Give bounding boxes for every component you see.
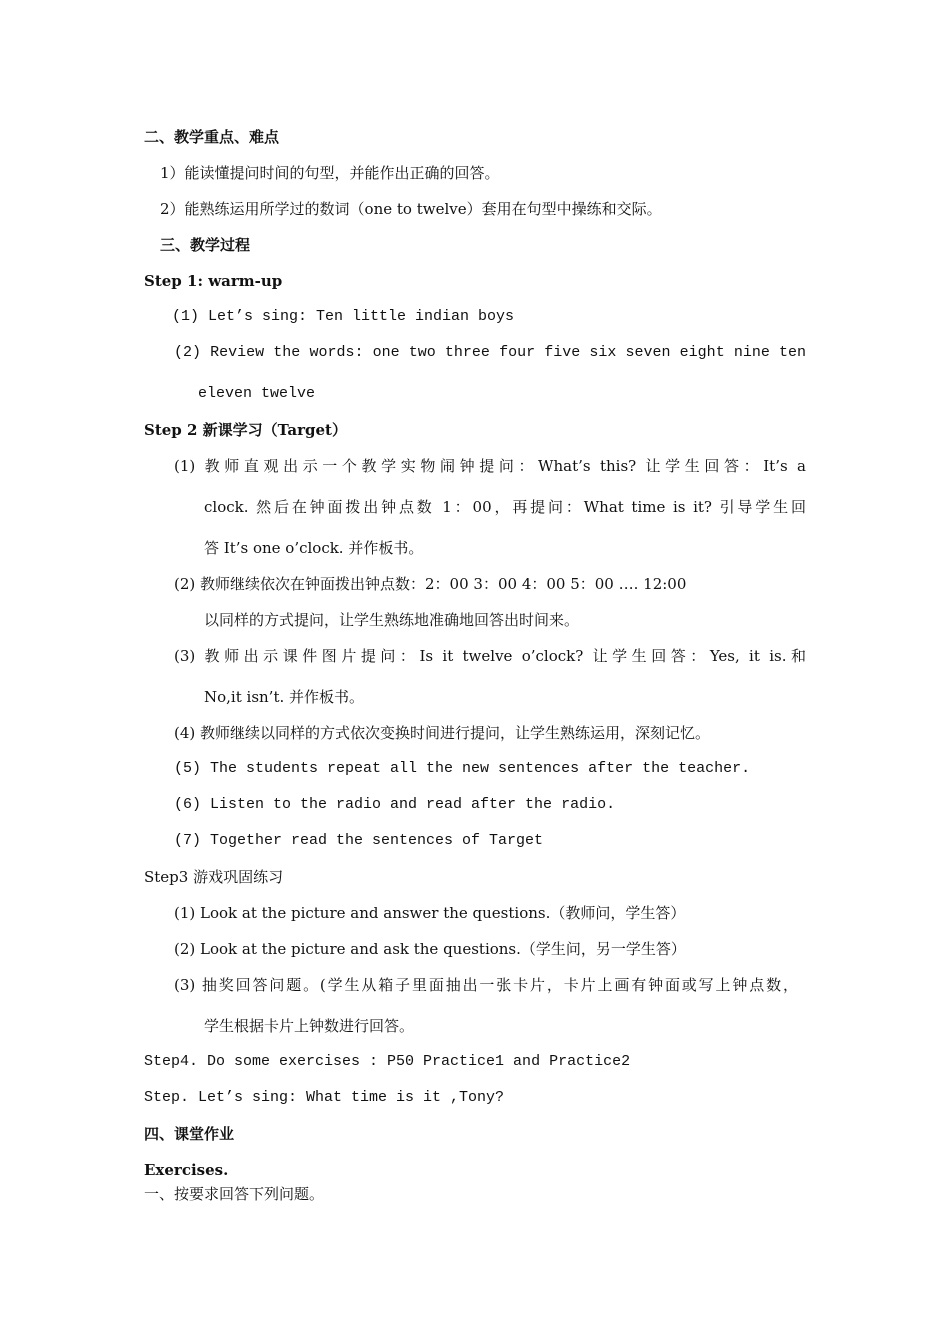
step3-item-3: (3) 抽奖回答问题。(学生从箱子里面抽出一张卡片，卡片上画有钟面或写上钟点数，: [174, 976, 798, 994]
step1-item-2-cont: eleven twelve: [198, 385, 316, 402]
exercise-instruction: 一、按要求回答下列问题。: [144, 1185, 325, 1203]
step3-item-3-cont: 学生根据卡片上钟数进行回答。: [204, 1017, 415, 1035]
step2-item-4: (4) 教师继续以同样的方式依次变换时间进行提问，让学生熟练运用，深刻记忆。: [174, 724, 711, 742]
step2-item-1-cont: clock. 然后在钟面拨出钟点数 1：00，再提问：What time is it? 引导学生回: [204, 498, 806, 516]
step1-title: Step 1: warm-up: [144, 272, 283, 290]
step1-item-2: (2) Review the words: one two three four five six seven eight nine ten: [174, 344, 806, 361]
step1-item-1: (1) Let’s sing: Ten little indian boys: [172, 308, 515, 325]
step4-line: Step4. Do some exercises : P50 Practice1 and Practice2: [144, 1053, 631, 1070]
step2-item-6: (6) Listen to the radio and read after the radio.: [174, 796, 616, 813]
step3-title: Step3 游戏巩固练习: [144, 868, 284, 886]
section-heading-homework: 四、课堂作业: [144, 1125, 235, 1143]
step3-item-2: (2) Look at the picture and ask the questions.（学生问，另一学生答）: [174, 940, 686, 958]
step2-item-2-cont: 以同样的方式提问，让学生熟练地准确地回答出时间来。: [204, 611, 580, 629]
step2-item-3: (3) 教师出示课件图片提问：Is it twelve o’clock? 让学生回答：Yes, it is.和: [174, 647, 806, 665]
step2-item-7: (7) Together read the sentences of Target: [174, 832, 544, 849]
focus-point-1: 1）能读懂提问时间的句型，并能作出正确的回答。: [160, 164, 500, 182]
step2-item-5: (5) The students repeat all the new sentences after the teacher.: [174, 760, 751, 777]
focus-point-2: 2）能熟练运用所学过的数词（one to twelve）套用在句型中操练和交际。: [160, 200, 662, 218]
step2-item-1-cont2: 答 It’s one o’clock. 并作板书。: [204, 539, 424, 557]
step2-title: Step 2 新课学习（Target）: [144, 421, 347, 439]
step2-item-3-cont: No,it isn’t. 并作板书。: [204, 688, 365, 706]
step2-item-2: (2) 教师继续依次在钟面拨出钟点数：2：00 3：00 4：00 5：00 …. 12:00: [174, 575, 687, 593]
exercises-label: Exercises.: [144, 1161, 229, 1179]
section-heading-focus: 二、教学重点、难点: [144, 128, 280, 146]
step5-line: Step. Let’s sing: What time is it ,Tony?: [144, 1089, 505, 1106]
step3-item-1: (1) Look at the picture and answer the questions.（教师问，学生答）: [174, 904, 686, 922]
section-heading-process: 三、教学过程: [160, 236, 251, 254]
step2-item-1: (1) 教师直观出示一个教学实物闹钟提问：What’s this? 让学生回答：It’s a: [174, 457, 806, 475]
